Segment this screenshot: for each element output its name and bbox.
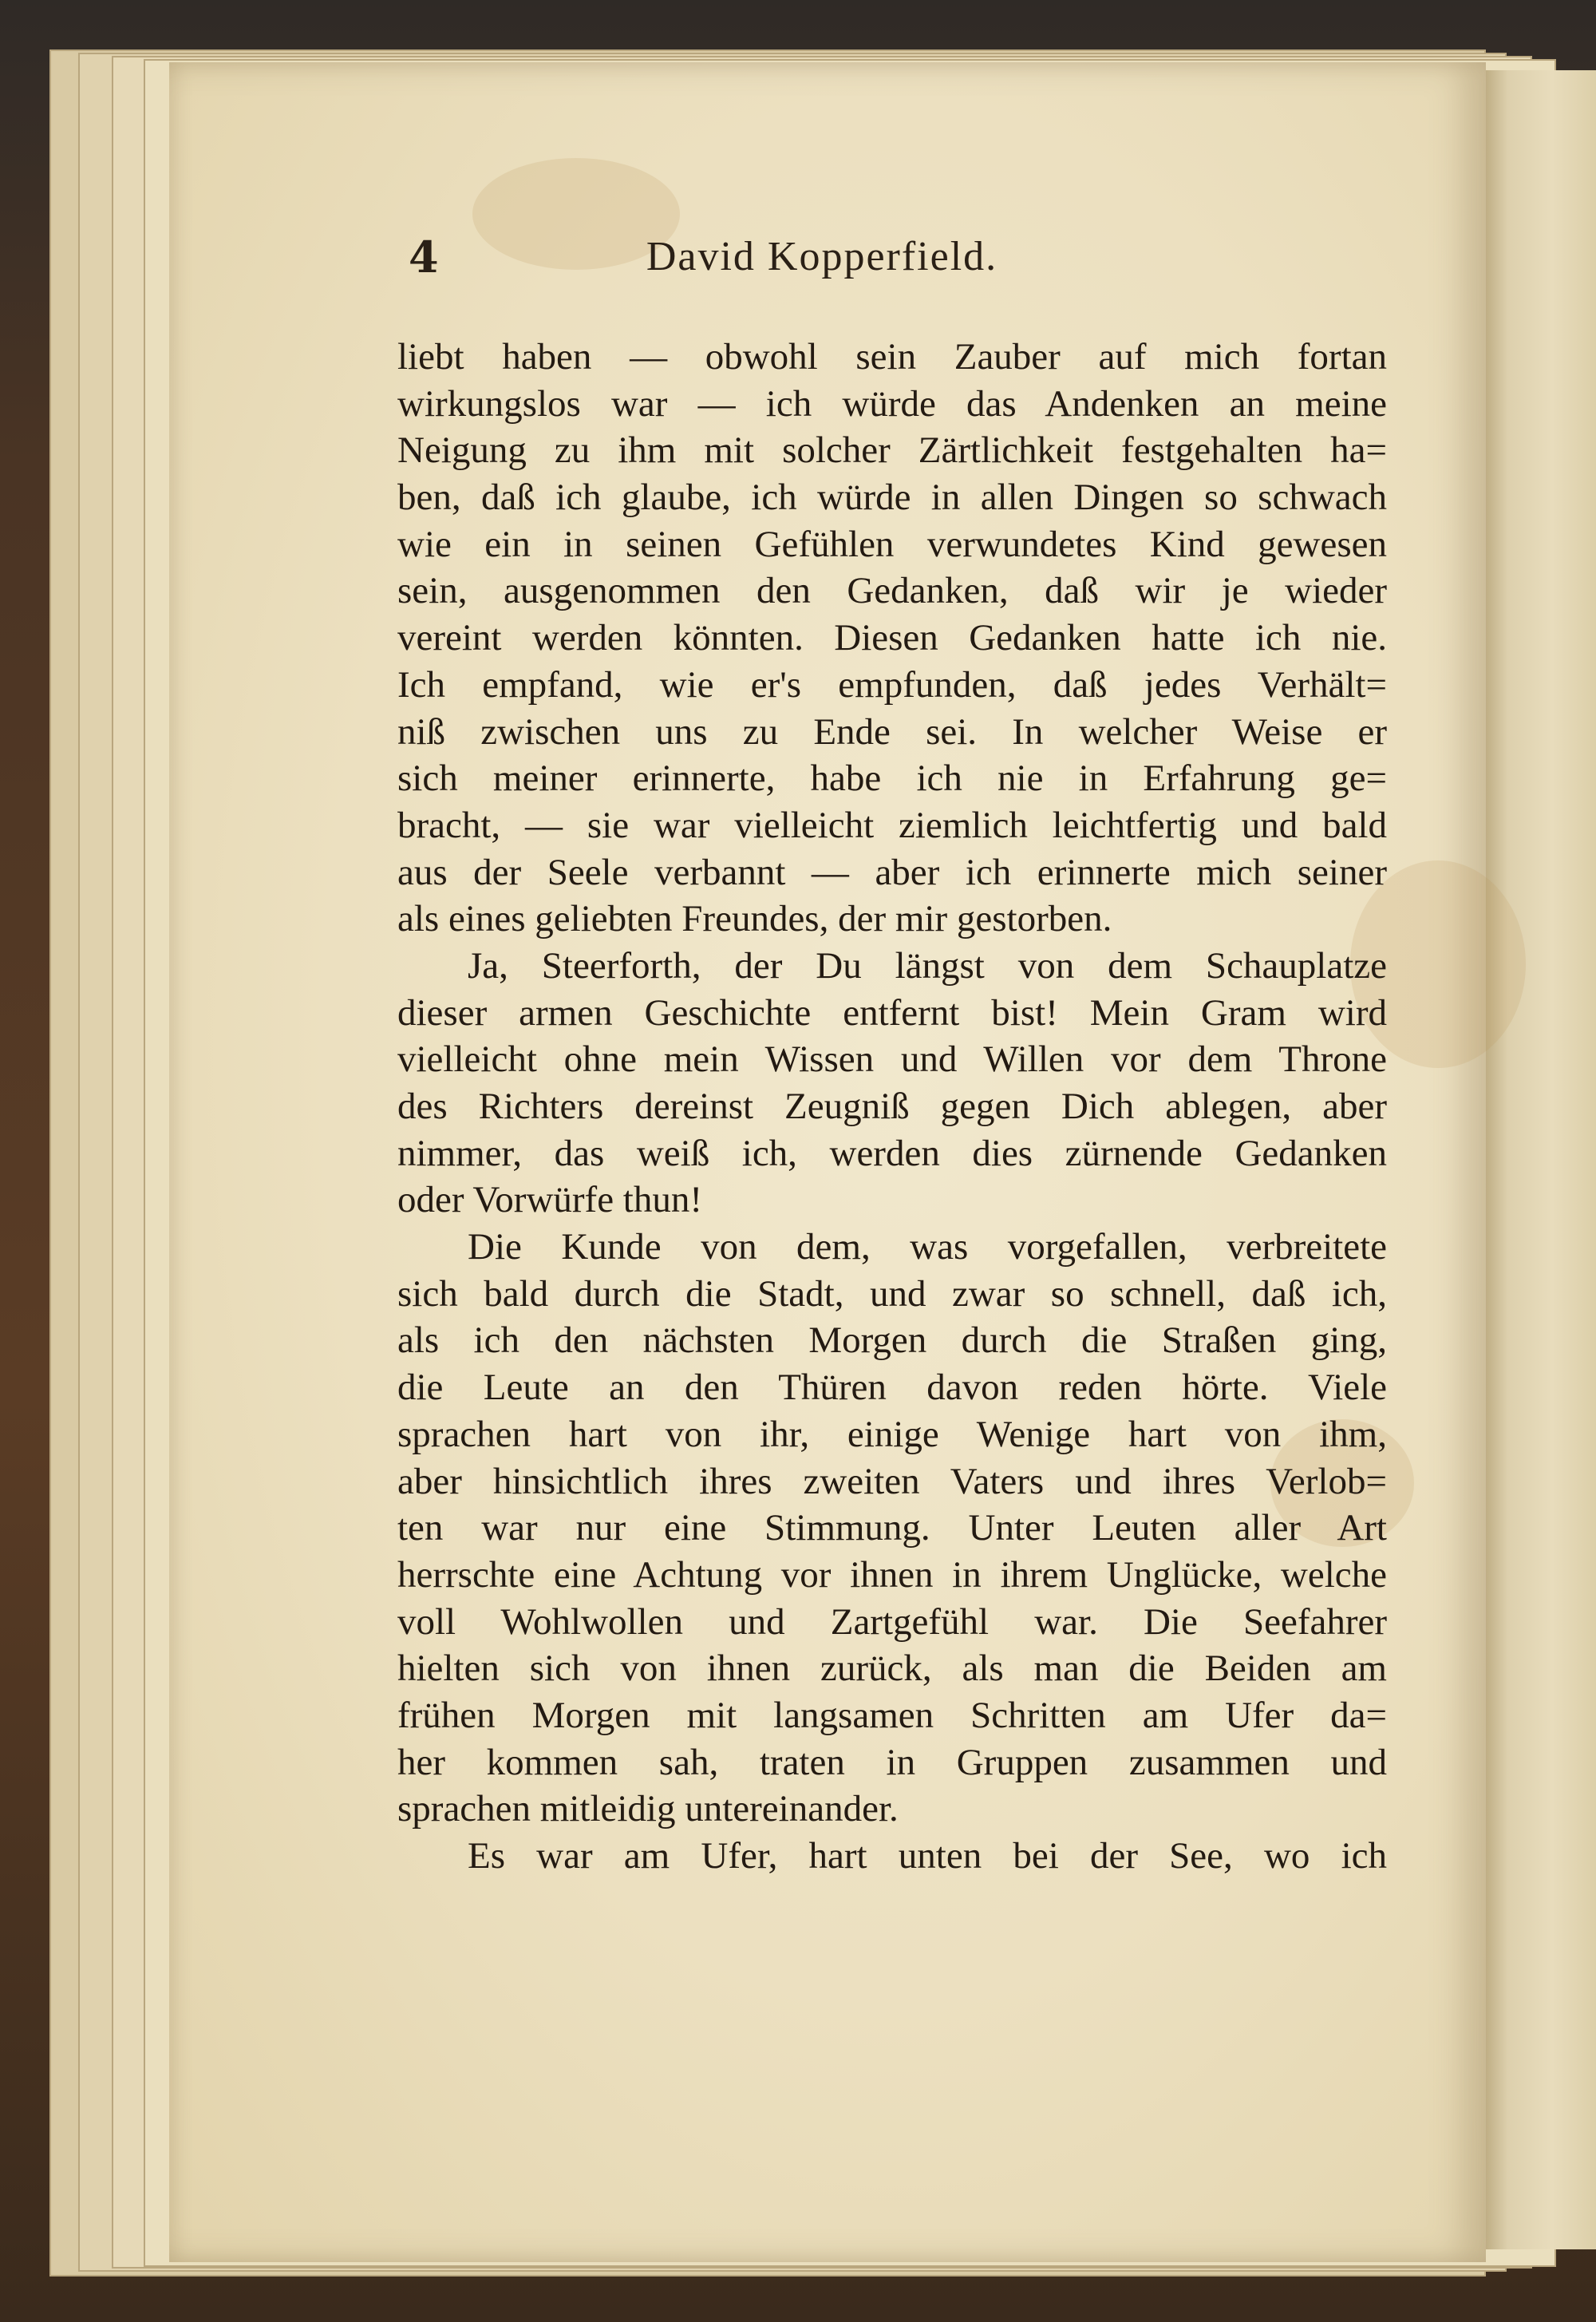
text-line: sprachen mitleidig untereinander. [397,1788,899,1830]
text-line: niß zwischen uns zu Ende sei. In welcher Weise er [397,710,1387,753]
text-line: die Leute an den Thüren davon reden hörte. Viele [397,1367,1387,1409]
text-line: wie ein in seinen Gefühlen verwundetes Kind gewesen [397,523,1387,565]
text-line: bracht, — sie war vielleicht ziemlich leichtfertig und bald [397,804,1387,846]
text-line: wirkungslos war — ich würde das Andenken an meine [397,382,1387,425]
text-line: Ja, Steerforth, der Du längst von dem Schauplatze [468,944,1387,987]
text-line: als ich den nächsten Morgen durch die Straßen ging, [397,1319,1387,1362]
text-line: herrschte eine Achtung vor ihnen in ihrem Unglücke, welche [397,1553,1387,1596]
text-line: her kommen sah, traten in Gruppen zusammen und [397,1741,1387,1783]
text-line: des Richters dereinst Zeugniß gegen Dich ablegen, aber [397,1086,1387,1127]
text-line: als eines geliebten Freundes, der mir gestorben. [397,898,1112,940]
text-line: ben, daß ich glaube, ich würde in allen Dingen so schwach [397,477,1387,519]
facing-page-gutter [1486,70,1596,2249]
text-line: liebt haben — obwohl sein Zauber auf mich fortan [397,336,1387,378]
text-line: frühen Morgen mit langsamen Schritten am Ufer da= [397,1694,1387,1736]
body-text [397,334,1387,1880]
text-line: Neigung zu ihm mit solcher Zärtlichkeit festgehalten ha= [397,429,1387,472]
page-header [239,231,1404,287]
text-line: hielten sich von ihnen zurück, als man die Beiden am [397,1648,1387,1690]
text-line: aber hinsichtlich ihres zweiten Vaters und ihres Verlob= [397,1460,1387,1502]
text-line: Ich empfand, wie er's empfunden, daß jedes Verhält= [397,663,1387,706]
text-line: Es war am Ufer, hart unten bei der See, wo ich [468,1835,1387,1877]
text-line: ten war nur eine Stimmung. Unter Leuten aller Art [397,1507,1387,1549]
text-line: Die Kunde von dem, was vorgefallen, verbreitete [468,1226,1387,1268]
text-line: sprachen hart von ihr, einige Wenige hart von ihm, [397,1413,1387,1455]
text-line: aus der Seele verbannt — aber ich erinnerte mich seiner [397,851,1387,893]
text-line: dieser armen Geschichte entfernt bist! Mein Gram wird [397,991,1387,1034]
text-line: oder Vorwürfe thun! [397,1179,703,1221]
text-line: sich bald durch die Stadt, und zwar so schnell, daß ich, [397,1272,1387,1315]
text-line: sein, ausgenommen den Gedanken, daß wir je wieder [397,570,1387,612]
text-line: vereint werden könnten. Diesen Gedanken hatte ich nie. [397,617,1387,659]
text-line: voll Wohlwollen und Zartgefühl war. Die Seefahrer [397,1600,1387,1643]
running-title: David Kopperfield. [646,234,998,279]
text-line: vielleicht ohne mein Wissen und Willen vor dem Throne [397,1038,1387,1081]
text-line: nimmer, das weiß ich, werden dies zürnende Gedanken [397,1132,1387,1174]
text-line: sich meiner erinnerte, habe ich nie in Erfahrung ge= [397,758,1387,800]
page-number: 4 [409,231,439,283]
